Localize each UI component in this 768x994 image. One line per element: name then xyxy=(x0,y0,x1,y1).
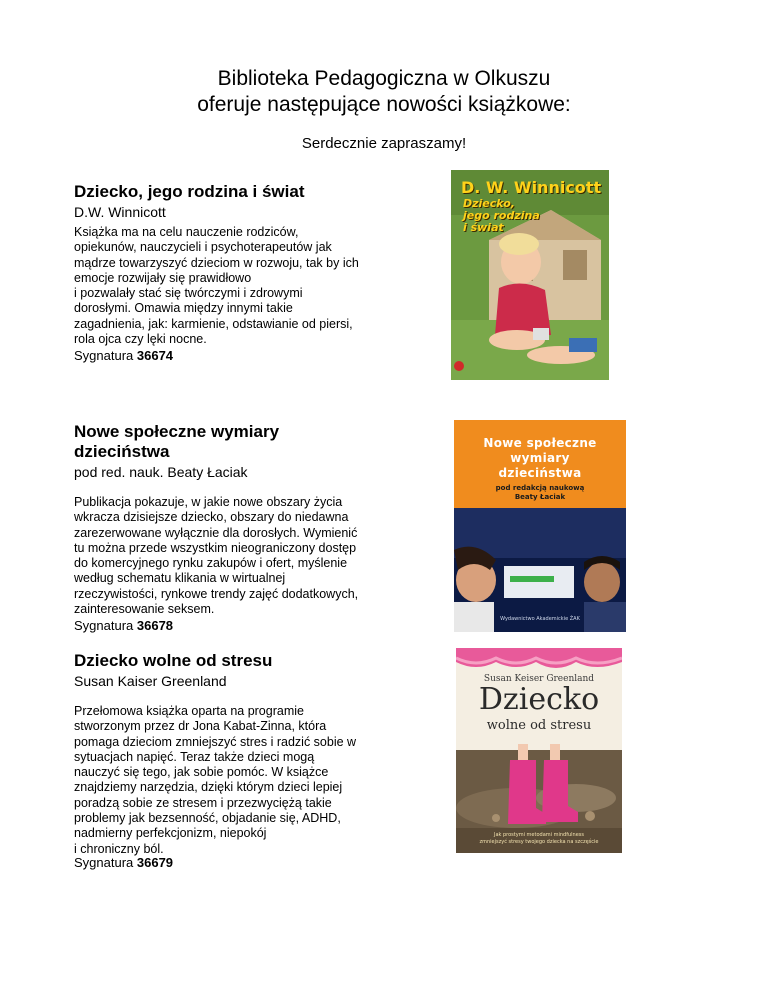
book-entry xyxy=(74,651,394,870)
invitation-text: Serdecznie zapraszamy! xyxy=(301,135,467,152)
book-cover-image xyxy=(456,648,622,853)
signature-label: Sygnatura xyxy=(74,618,134,633)
signature-number: 36679 xyxy=(136,855,174,870)
page-header xyxy=(0,66,768,118)
header-line-1: Biblioteka Pedagogiczna w Olkuszu xyxy=(217,67,551,90)
book-author: D.W. Winnicott xyxy=(74,204,166,220)
book-title: Dziecko wolne od stresu xyxy=(74,651,273,670)
book-description: Publikacja pokazuje, w jakie nowe obszary życia wkracza dzisiejsze dziecko, obszary do niedawna zarezerwowane wyłącznie dla dorosłych. Wymienić tu można przede wszystkim nieograniczony dostęp do komercyjnego rynku zakupów i ofert, myślenie według schematu klikania w wirtualnej rzeczywistości, rynkowe trendy zajęć dodatkowych, zainteresowanie seksem. xyxy=(74,495,359,617)
book-signature xyxy=(74,618,173,634)
book-signature xyxy=(74,348,173,364)
signature-number: 36674 xyxy=(136,348,174,363)
book-cover-image xyxy=(454,420,626,632)
cover-author-text: Susan Keiser Greenland xyxy=(483,674,595,684)
signature-label: Sygnatura xyxy=(74,348,134,363)
book-cover-image xyxy=(451,170,609,380)
book-description: Książka ma na celu nauczenie rodziców, opiekunów, nauczycieli i psychoterapeutów jak mądrze towarzyszyć dzieciom w rozwoju, tak by ich emocje rozwijały się prawidłowo i pozwalały stać się twórczymi i zdrowymi dorosłymi. Omawia między innymi takie zagadnienia, jak: karmienie, odstawianie od piersi, rola ojca czy lęki nocne. xyxy=(74,225,359,347)
cover-title-text: Dziecko, jego rodzina i świat xyxy=(463,197,540,234)
book-title: Dziecko, jego rodzina i świat xyxy=(74,182,305,201)
signature-label: Sygnatura xyxy=(74,855,134,870)
cover-author-text: D. W. Winnicott xyxy=(461,178,602,197)
signature-number: 36678 xyxy=(136,618,174,633)
book-author: Susan Kaiser Greenland xyxy=(74,673,227,689)
cover-subtitle-text: wolne od stresu xyxy=(486,718,592,733)
book-entry xyxy=(74,182,394,363)
book-description: Przełomowa książka oparta na programie stworzonym przez dr Jona Kabat-Zinna, która pomaga dzieciom zmniejszyć stres i radzić sobie w sytuacjach napięć. Teraz także dzieci mogą nauczyć się tego, jak sobie pomóc. W książce znajdziemy narzędzia, dzięki którym dzieci lepiej poradzą sobie ze stresem i przezwyciężą takie problemy jak bezsenność, objadanie się, ADHD, nadmierny perfekcjonizm, niepokój i chroniczny ból. xyxy=(74,704,357,856)
cover-tagline-text: Jak prostymi metodami mindfulness zmniejszyć stresy twojego dziecka na szczęście xyxy=(479,832,599,845)
cover-publisher-text: Wydawnictwo Akademickie ŻAK xyxy=(500,616,580,622)
header-line-2: oferuje następujące nowości książkowe: xyxy=(197,93,571,116)
book-signature xyxy=(74,855,173,871)
cover-editor-text: pod redakcją naukową Beaty Łaciak xyxy=(495,484,585,501)
book-title: Nowe społeczne wymiary dzieciństwa xyxy=(74,422,280,461)
cover-title-text: Nowe społeczne wymiary dzieciństwa xyxy=(483,436,597,480)
book-entry xyxy=(74,422,394,633)
cover-title-text: Dziecko xyxy=(478,682,600,717)
book-author: pod red. nauk. Beaty Łaciak xyxy=(74,464,248,480)
